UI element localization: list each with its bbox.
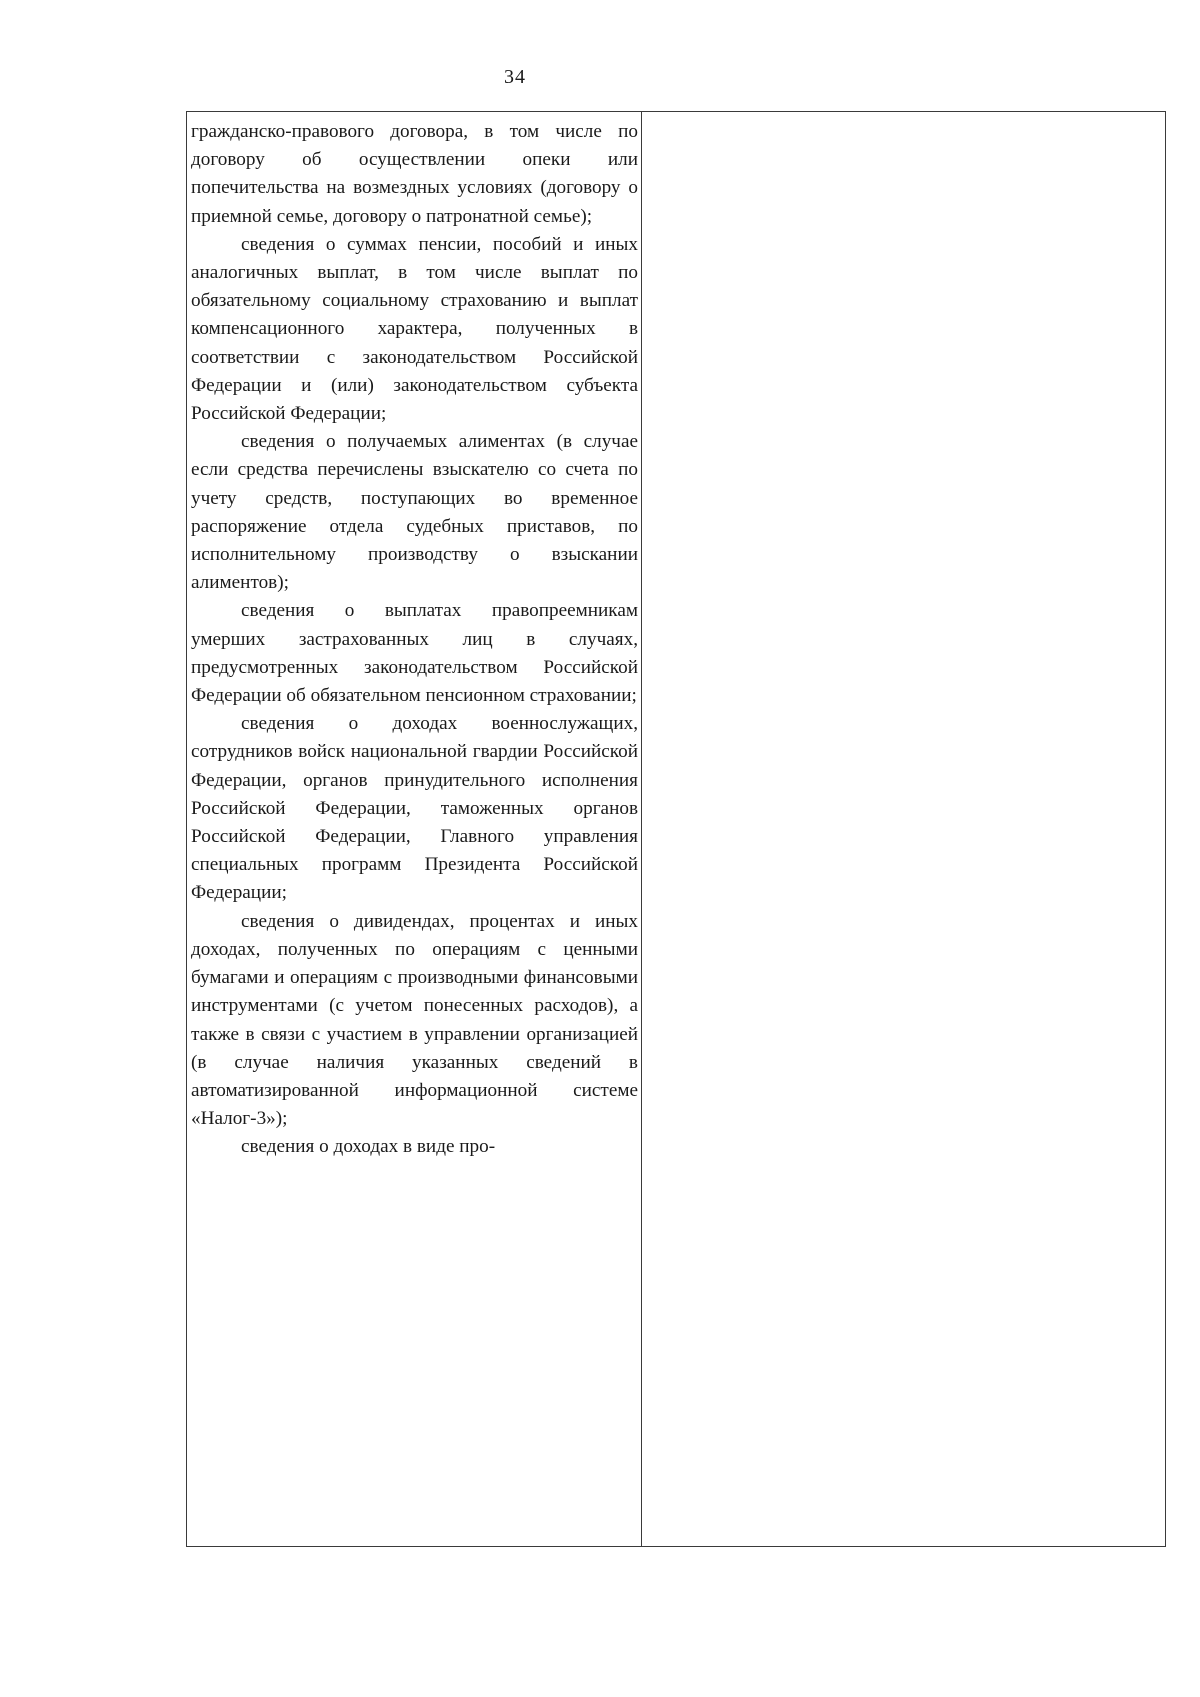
table-right-column [642,112,1165,1546]
document-table [186,111,1166,1547]
paragraph: сведения о получаемых алиментах (в случае если средства перечислены взыскателю со счета по учету средств, поступающих во временное распоряжение отдела судебных приставов, по исполнительному производству о взыскании алиментов); [191,431,638,594]
paragraph: сведения о суммах пенсии, пособий и иных аналогичных выплат, в том числе выплат по обязательному социальному страхованию и выплат компенсационного характера, полученных в соответствии с законодательством Российской Федерации и (или) законодательством субъекта Российской Федерации; [191,233,638,425]
paragraph: сведения о доходах военнослужащих, сотрудников войск национальной гвардии Российской Федерации, органов принудительного исполнения Российской Федерации, таможенных органов Российской Федерации, Главного управления специальных программ Президента Российской Федерации; [191,713,638,904]
paragraph: сведения о выплатах правопреемникам умерших застрахованных лиц в случаях, предусмотренных законодательством Российской Федерации об обязательном пенсионном страховании; [191,600,638,707]
paragraph: гражданско-правового договора, в том числе по договору об осуществлении опеки или попечительства на возмездных условиях (договору о приемной семье, договору о патронатной семье); [191,121,638,227]
paragraph: сведения о доходах в виде про- [241,1136,496,1158]
paragraph: сведения о дивидендах, процентах и иных доходах, полученных по операциям с ценными бумагами и операциям с производными финансовыми инструментами (с учетом понесенных расходов), а также в связи с участием в управлении организацией (в случае наличия указанных сведений в автоматизированной информационной системе «Налог-3»); [191,910,638,1130]
table-left-column [187,112,642,1546]
page-number: 34 [504,66,526,88]
